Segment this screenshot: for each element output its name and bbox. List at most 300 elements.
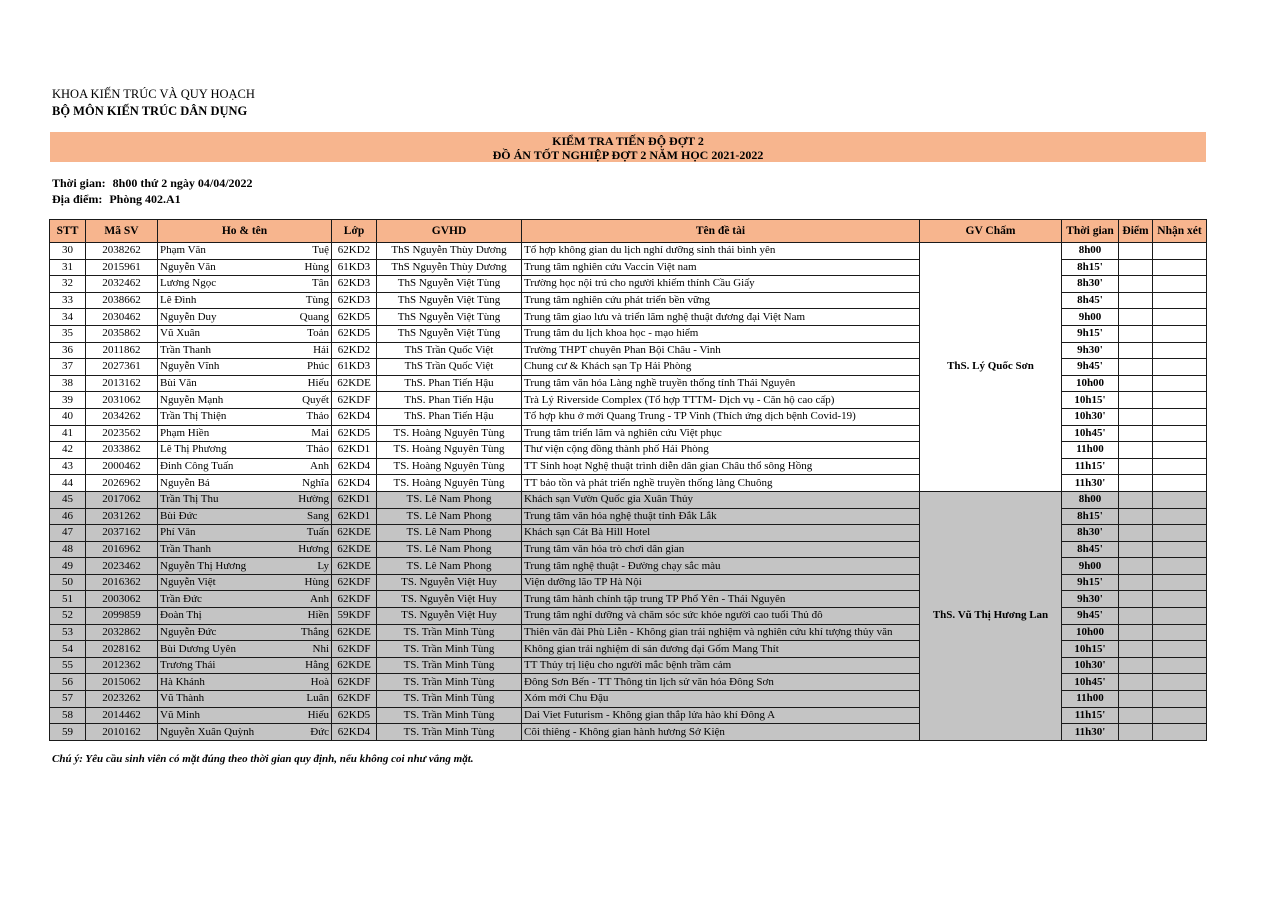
- cell-stt: 46: [50, 508, 86, 525]
- place-info: [52, 192, 181, 206]
- cell-time: 9h00: [1062, 309, 1119, 326]
- cell-student-id: 2016962: [86, 541, 158, 558]
- cell-topic: Trung tâm nghệ thuật - Đường chạy sắc màu: [522, 558, 920, 575]
- col-header-student-id: Mã SV: [86, 220, 158, 243]
- cell-supervisor: ThS. Phan Tiến Hậu: [377, 408, 522, 425]
- given-name: Phúc: [307, 360, 329, 373]
- cell-time: 9h00: [1062, 558, 1119, 575]
- col-header-time: Thời gian: [1062, 220, 1119, 243]
- cell-class: 62KD4: [332, 475, 377, 492]
- cell-topic: Trung tâm nghỉ dưỡng và chăm sóc sức khỏe người cao tuổi Thủ đô: [522, 608, 920, 625]
- cell-topic: Tổ hợp khu ở mới Quang Trung - TP Vinh (Thích ứng dịch bệnh Covid-19): [522, 408, 920, 425]
- cell-comment: [1153, 342, 1207, 359]
- cell-class: 62KDF: [332, 574, 377, 591]
- cell-student-id: 2026962: [86, 475, 158, 492]
- cell-stt: 33: [50, 292, 86, 309]
- family-name: Nguyễn Việt: [160, 576, 216, 589]
- cell-time: 11h00: [1062, 442, 1119, 459]
- table-header-row: [50, 220, 1207, 243]
- cell-full-name: [158, 707, 332, 724]
- cell-student-id: 2035862: [86, 325, 158, 342]
- cell-supervisor: TS. Lê Nam Phong: [377, 491, 522, 508]
- department-name: BỘ MÔN KIẾN TRÚC DÂN DỤNG: [52, 104, 248, 118]
- cell-supervisor: ThS Nguyễn Thùy Dương: [377, 243, 522, 260]
- cell-student-id: 2023562: [86, 425, 158, 442]
- cell-stt: 53: [50, 624, 86, 641]
- cell-full-name: [158, 541, 332, 558]
- cell-topic: Trung tâm du lịch khoa học - mạo hiểm: [522, 325, 920, 342]
- family-name: Đoàn Thị: [160, 609, 202, 622]
- cell-full-name: [158, 491, 332, 508]
- cell-time: 8h30': [1062, 276, 1119, 293]
- family-name: Phạm Văn: [160, 244, 206, 257]
- cell-class: 62KD5: [332, 309, 377, 326]
- cell-score: [1119, 259, 1153, 276]
- cell-class: 62KD1: [332, 442, 377, 459]
- cell-score: [1119, 276, 1153, 293]
- cell-score: [1119, 458, 1153, 475]
- cell-score: [1119, 342, 1153, 359]
- cell-time: 11h00: [1062, 691, 1119, 708]
- cell-supervisor: TS. Lê Nam Phong: [377, 541, 522, 558]
- cell-score: [1119, 707, 1153, 724]
- cell-full-name: [158, 657, 332, 674]
- given-name: Anh: [310, 592, 329, 605]
- cell-supervisor: TS. Trần Minh Tùng: [377, 624, 522, 641]
- col-header-supervisor: GVHD: [377, 220, 522, 243]
- cell-comment: [1153, 724, 1207, 741]
- family-name: Bùi Đức: [160, 509, 198, 522]
- cell-supervisor: ThS. Phan Tiến Hậu: [377, 375, 522, 392]
- cell-time: 11h30': [1062, 475, 1119, 492]
- cell-comment: [1153, 591, 1207, 608]
- family-name: Trần Thanh: [160, 343, 212, 356]
- family-name: Bùi Văn: [160, 377, 197, 390]
- cell-topic: Trường THPT chuyên Phan Bội Châu - Vinh: [522, 342, 920, 359]
- cell-stt: 32: [50, 276, 86, 293]
- cell-time: 10h00: [1062, 624, 1119, 641]
- cell-stt: 52: [50, 608, 86, 625]
- cell-comment: [1153, 541, 1207, 558]
- cell-full-name: [158, 574, 332, 591]
- cell-student-id: 2027361: [86, 359, 158, 376]
- cell-supervisor: ThS Trần Quốc Việt: [377, 342, 522, 359]
- cell-time: 8h30': [1062, 525, 1119, 542]
- cell-time: 9h30': [1062, 342, 1119, 359]
- cell-comment: [1153, 309, 1207, 326]
- cell-class: 61KD3: [332, 359, 377, 376]
- family-name: Nguyễn Duy: [160, 310, 217, 323]
- cell-supervisor: TS. Hoàng Nguyên Tùng: [377, 475, 522, 492]
- family-name: Trần Thanh: [160, 542, 212, 555]
- cell-stt: 34: [50, 309, 86, 326]
- given-name: Sang: [307, 509, 329, 522]
- cell-full-name: [158, 525, 332, 542]
- cell-comment: [1153, 292, 1207, 309]
- cell-full-name: [158, 442, 332, 459]
- cell-full-name: [158, 309, 332, 326]
- cell-score: [1119, 574, 1153, 591]
- cell-comment: [1153, 276, 1207, 293]
- cell-full-name: [158, 276, 332, 293]
- cell-time: 11h15': [1062, 458, 1119, 475]
- cell-supervisor: TS. Hoàng Nguyên Tùng: [377, 442, 522, 459]
- cell-student-id: 2099859: [86, 608, 158, 625]
- cell-class: 62KDF: [332, 674, 377, 691]
- cell-supervisor: ThS Nguyễn Thùy Dương: [377, 259, 522, 276]
- cell-score: [1119, 491, 1153, 508]
- time-value: 8h00 thứ 2 ngày 04/04/2022: [112, 176, 253, 190]
- cell-stt: 44: [50, 475, 86, 492]
- family-name: Lê Thị Phương: [160, 443, 227, 456]
- cell-stt: 37: [50, 359, 86, 376]
- table-row: [50, 491, 1207, 508]
- family-name: Hà Khánh: [160, 675, 205, 688]
- cell-supervisor: TS. Lê Nam Phong: [377, 558, 522, 575]
- family-name: Vũ Xuân: [160, 327, 201, 340]
- cell-comment: [1153, 458, 1207, 475]
- family-name: Nguyễn Xuân Quỳnh: [160, 725, 255, 738]
- cell-class: 62KD5: [332, 325, 377, 342]
- cell-stt: 40: [50, 408, 86, 425]
- cell-comment: [1153, 558, 1207, 575]
- cell-score: [1119, 724, 1153, 741]
- place-value: Phòng 402.A1: [109, 192, 181, 206]
- cell-topic: TT Thủy trị liệu cho người mắc bệnh trầm cảm: [522, 657, 920, 674]
- cell-score: [1119, 309, 1153, 326]
- cell-comment: [1153, 691, 1207, 708]
- cell-score: [1119, 541, 1153, 558]
- cell-student-id: 2014462: [86, 707, 158, 724]
- cell-class: 62KDE: [332, 624, 377, 641]
- cell-class: 62KD5: [332, 707, 377, 724]
- cell-student-id: 2033862: [86, 442, 158, 459]
- cell-full-name: [158, 558, 332, 575]
- cell-student-id: 2012362: [86, 657, 158, 674]
- cell-time: 10h45': [1062, 425, 1119, 442]
- family-name: Lê Đình: [160, 294, 197, 307]
- cell-class: 59KDF: [332, 608, 377, 625]
- cell-stt: 51: [50, 591, 86, 608]
- place-label: Địa điểm:: [52, 192, 103, 206]
- cell-class: 62KDE: [332, 541, 377, 558]
- cell-student-id: 2032462: [86, 276, 158, 293]
- cell-class: 62KD4: [332, 408, 377, 425]
- cell-student-id: 2038262: [86, 243, 158, 260]
- cell-class: 62KD2: [332, 342, 377, 359]
- cell-class: 62KDE: [332, 525, 377, 542]
- cell-time: 8h15': [1062, 508, 1119, 525]
- cell-supervisor: ThS Nguyễn Việt Tùng: [377, 325, 522, 342]
- col-header-topic: Tên đề tài: [522, 220, 920, 243]
- cell-student-id: 2030462: [86, 309, 158, 326]
- col-header-score: Điểm: [1119, 220, 1153, 243]
- cell-comment: [1153, 325, 1207, 342]
- cell-student-id: 2003062: [86, 591, 158, 608]
- cell-time: 8h00: [1062, 243, 1119, 260]
- cell-time: 11h15': [1062, 707, 1119, 724]
- cell-class: 62KDF: [332, 641, 377, 658]
- cell-score: [1119, 657, 1153, 674]
- family-name: Nguyễn Bá: [160, 476, 210, 489]
- cell-stt: 38: [50, 375, 86, 392]
- cell-class: 62KDE: [332, 657, 377, 674]
- title-line-1: KIỂM TRA TIẾN ĐỘ ĐỢT 2: [552, 134, 704, 148]
- given-name: Quyết: [302, 393, 329, 406]
- table-body: [50, 243, 1207, 741]
- cell-stt: 43: [50, 458, 86, 475]
- cell-full-name: [158, 359, 332, 376]
- cell-full-name: [158, 691, 332, 708]
- given-name: Tân: [311, 277, 329, 290]
- cell-time: 9h30': [1062, 591, 1119, 608]
- cell-topic: Trường học nội trú cho người khiếm thính Cầu Giấy: [522, 276, 920, 293]
- cell-stt: 49: [50, 558, 86, 575]
- given-name: Thắng: [300, 625, 329, 638]
- family-name: Trần Đức: [160, 592, 202, 605]
- cell-topic: Trung tâm hành chính tập trung TP Phổ Yên - Thái Nguyên: [522, 591, 920, 608]
- given-name: Thảo: [306, 443, 329, 456]
- cell-class: 62KD4: [332, 458, 377, 475]
- cell-student-id: 2017062: [86, 491, 158, 508]
- cell-class: 62KD2: [332, 243, 377, 260]
- given-name: Đức: [310, 725, 329, 738]
- cell-full-name: [158, 259, 332, 276]
- cell-comment: [1153, 408, 1207, 425]
- cell-score: [1119, 442, 1153, 459]
- cell-stt: 35: [50, 325, 86, 342]
- cell-comment: [1153, 442, 1207, 459]
- cell-score: [1119, 243, 1153, 260]
- cell-class: 62KD3: [332, 292, 377, 309]
- cell-topic: Trung tâm nghiên cứu phát triển bền vững: [522, 292, 920, 309]
- cell-comment: [1153, 359, 1207, 376]
- cell-examiner: ThS. Vũ Thị Hương Lan: [920, 491, 1062, 740]
- cell-full-name: [158, 292, 332, 309]
- cell-full-name: [158, 608, 332, 625]
- cell-score: [1119, 408, 1153, 425]
- family-name: Bùi Dương Uyên: [160, 642, 236, 655]
- cell-supervisor: TS. Nguyễn Việt Huy: [377, 608, 522, 625]
- cell-comment: [1153, 259, 1207, 276]
- cell-class: 62KD1: [332, 491, 377, 508]
- cell-time: 10h30': [1062, 408, 1119, 425]
- time-info: [52, 176, 253, 190]
- given-name: Tuấn: [306, 526, 329, 539]
- cell-topic: Viện dưỡng lão TP Hà Nội: [522, 574, 920, 591]
- cell-score: [1119, 425, 1153, 442]
- cell-stt: 56: [50, 674, 86, 691]
- cell-stt: 50: [50, 574, 86, 591]
- cell-score: [1119, 558, 1153, 575]
- cell-student-id: 2023262: [86, 691, 158, 708]
- cell-time: 10h15': [1062, 641, 1119, 658]
- cell-supervisor: TS. Trần Minh Tùng: [377, 724, 522, 741]
- cell-score: [1119, 292, 1153, 309]
- cell-comment: [1153, 392, 1207, 409]
- cell-stt: 55: [50, 657, 86, 674]
- cell-comment: [1153, 375, 1207, 392]
- cell-topic: Thư viện cộng đồng thành phố Hải Phòng: [522, 442, 920, 459]
- col-header-class: Lớp: [332, 220, 377, 243]
- cell-student-id: 2031062: [86, 392, 158, 409]
- cell-student-id: 2038662: [86, 292, 158, 309]
- given-name: Hải: [313, 343, 329, 356]
- cell-topic: Trung tâm văn hóa Làng nghề truyền thống tỉnh Thái Nguyên: [522, 375, 920, 392]
- cell-stt: 58: [50, 707, 86, 724]
- cell-supervisor: TS. Nguyễn Việt Huy: [377, 574, 522, 591]
- given-name: Hiếu: [307, 377, 329, 390]
- cell-supervisor: TS. Hoàng Nguyên Tùng: [377, 425, 522, 442]
- cell-stt: 57: [50, 691, 86, 708]
- cell-full-name: [158, 508, 332, 525]
- attendance-note: Chú ý: Yêu cầu sinh viên có mặt đúng theo thời gian quy định, nếu không coi như vắng mặt.: [52, 753, 474, 765]
- cell-time: 11h30': [1062, 724, 1119, 741]
- family-name: Trần Thị Thiện: [160, 410, 227, 423]
- table-row: [50, 243, 1207, 260]
- cell-full-name: [158, 458, 332, 475]
- col-header-full-name: Ho & tên: [158, 220, 332, 243]
- cell-full-name: [158, 408, 332, 425]
- given-name: Hiếu: [307, 708, 329, 721]
- cell-score: [1119, 641, 1153, 658]
- cell-stt: 39: [50, 392, 86, 409]
- cell-score: [1119, 359, 1153, 376]
- cell-score: [1119, 475, 1153, 492]
- cell-comment: [1153, 491, 1207, 508]
- cell-student-id: 2016362: [86, 574, 158, 591]
- cell-class: 61KD3: [332, 259, 377, 276]
- family-name: Phí Văn: [160, 526, 196, 539]
- cell-supervisor: TS. Trần Minh Tùng: [377, 674, 522, 691]
- cell-score: [1119, 375, 1153, 392]
- cell-topic: Cõi thiêng - Không gian hành hương Sở Kiện: [522, 724, 920, 741]
- cell-full-name: [158, 375, 332, 392]
- cell-class: 62KDF: [332, 392, 377, 409]
- col-header-stt: STT: [50, 220, 86, 243]
- family-name: Lương Ngọc: [160, 277, 217, 290]
- cell-student-id: 2013162: [86, 375, 158, 392]
- cell-time: 10h15': [1062, 392, 1119, 409]
- cell-score: [1119, 624, 1153, 641]
- cell-topic: Khách sạn Vườn Quốc gia Xuân Thủy: [522, 491, 920, 508]
- cell-student-id: 2015062: [86, 674, 158, 691]
- cell-time: 8h15': [1062, 259, 1119, 276]
- cell-time: 9h45': [1062, 608, 1119, 625]
- cell-supervisor: ThS Nguyễn Việt Tùng: [377, 292, 522, 309]
- given-name: Hùng: [304, 576, 329, 589]
- cell-full-name: [158, 641, 332, 658]
- cell-student-id: 2028162: [86, 641, 158, 658]
- cell-topic: Không gian trải nghiệm di sản đương đại Gốm Mang Thít: [522, 641, 920, 658]
- cell-stt: 31: [50, 259, 86, 276]
- given-name: Tùng: [305, 294, 329, 307]
- given-name: Hương: [298, 542, 329, 555]
- cell-topic: Xóm mới Chu Đậu: [522, 691, 920, 708]
- family-name: Trần Thị Thu: [160, 493, 219, 506]
- cell-stt: 41: [50, 425, 86, 442]
- cell-topic: Trung tâm văn hóa nghệ thuật tỉnh Đắk Lắk: [522, 508, 920, 525]
- cell-score: [1119, 392, 1153, 409]
- family-name: Đinh Công Tuấn: [160, 460, 234, 473]
- cell-stt: 59: [50, 724, 86, 741]
- cell-comment: [1153, 608, 1207, 625]
- cell-topic: Thiên văn đài Phù Liễn - Không gian trải nghiệm và nghiên cứu khí tượng thủy văn: [522, 624, 920, 641]
- cell-supervisor: TS. Trần Minh Tùng: [377, 641, 522, 658]
- cell-full-name: [158, 243, 332, 260]
- cell-score: [1119, 674, 1153, 691]
- title-banner: [50, 132, 1206, 162]
- cell-full-name: [158, 392, 332, 409]
- family-name: Vũ Minh: [160, 708, 201, 721]
- cell-stt: 54: [50, 641, 86, 658]
- cell-stt: 47: [50, 525, 86, 542]
- cell-comment: [1153, 641, 1207, 658]
- cell-full-name: [158, 624, 332, 641]
- cell-topic: TT bảo tồn và phát triển nghề truyền thống làng Chuông: [522, 475, 920, 492]
- cell-stt: 42: [50, 442, 86, 459]
- cell-supervisor: TS. Trần Minh Tùng: [377, 691, 522, 708]
- cell-topic: Đông Sơn Bến - TT Thông tin lịch sử văn hóa Đông Sơn: [522, 674, 920, 691]
- cell-score: [1119, 591, 1153, 608]
- given-name: Ly: [317, 559, 329, 572]
- cell-topic: Trung tâm văn hóa trò chơi dân gian: [522, 541, 920, 558]
- cell-supervisor: TS. Hoàng Nguyên Tùng: [377, 458, 522, 475]
- cell-time: 8h00: [1062, 491, 1119, 508]
- cell-supervisor: TS. Lê Nam Phong: [377, 525, 522, 542]
- col-header-comment: Nhận xét: [1153, 220, 1207, 243]
- cell-supervisor: ThS Nguyễn Việt Tùng: [377, 309, 522, 326]
- cell-time: 8h45': [1062, 541, 1119, 558]
- cell-full-name: [158, 674, 332, 691]
- cell-student-id: 2031262: [86, 508, 158, 525]
- cell-score: [1119, 508, 1153, 525]
- faculty-name: KHOA KIẾN TRÚC VÀ QUY HOẠCH: [52, 87, 255, 101]
- given-name: Toản: [307, 327, 329, 340]
- cell-time: 9h15': [1062, 574, 1119, 591]
- cell-score: [1119, 325, 1153, 342]
- cell-comment: [1153, 425, 1207, 442]
- cell-class: 62KDE: [332, 375, 377, 392]
- given-name: Hằng: [305, 659, 329, 672]
- family-name: Nguyễn Vĩnh: [160, 360, 220, 373]
- cell-student-id: 2010162: [86, 724, 158, 741]
- cell-class: 62KD3: [332, 276, 377, 293]
- cell-topic: Tổ hợp không gian du lịch nghỉ dưỡng sinh thái bình yên: [522, 243, 920, 260]
- cell-score: [1119, 691, 1153, 708]
- cell-stt: 48: [50, 541, 86, 558]
- given-name: Nghĩa: [302, 476, 329, 489]
- cell-supervisor: TS. Nguyễn Việt Huy: [377, 591, 522, 608]
- cell-supervisor: ThS Trần Quốc Việt: [377, 359, 522, 376]
- cell-full-name: [158, 724, 332, 741]
- col-header-examiner: GV Chấm: [920, 220, 1062, 243]
- cell-stt: 36: [50, 342, 86, 359]
- given-name: Mai: [311, 426, 329, 439]
- given-name: Tuệ: [312, 244, 329, 257]
- family-name: Phạm Hiền: [160, 426, 210, 439]
- cell-class: 62KD4: [332, 724, 377, 741]
- cell-topic: Trà Lý Riverside Complex (Tổ hợp TTTM- Dịch vụ - Căn hộ cao cấp): [522, 392, 920, 409]
- cell-student-id: 2037162: [86, 525, 158, 542]
- cell-full-name: [158, 325, 332, 342]
- cell-supervisor: TS. Lê Nam Phong: [377, 508, 522, 525]
- cell-stt: 30: [50, 243, 86, 260]
- cell-examiner: ThS. Lý Quốc Sơn: [920, 243, 1062, 492]
- cell-full-name: [158, 475, 332, 492]
- cell-student-id: 2000462: [86, 458, 158, 475]
- cell-stt: 45: [50, 491, 86, 508]
